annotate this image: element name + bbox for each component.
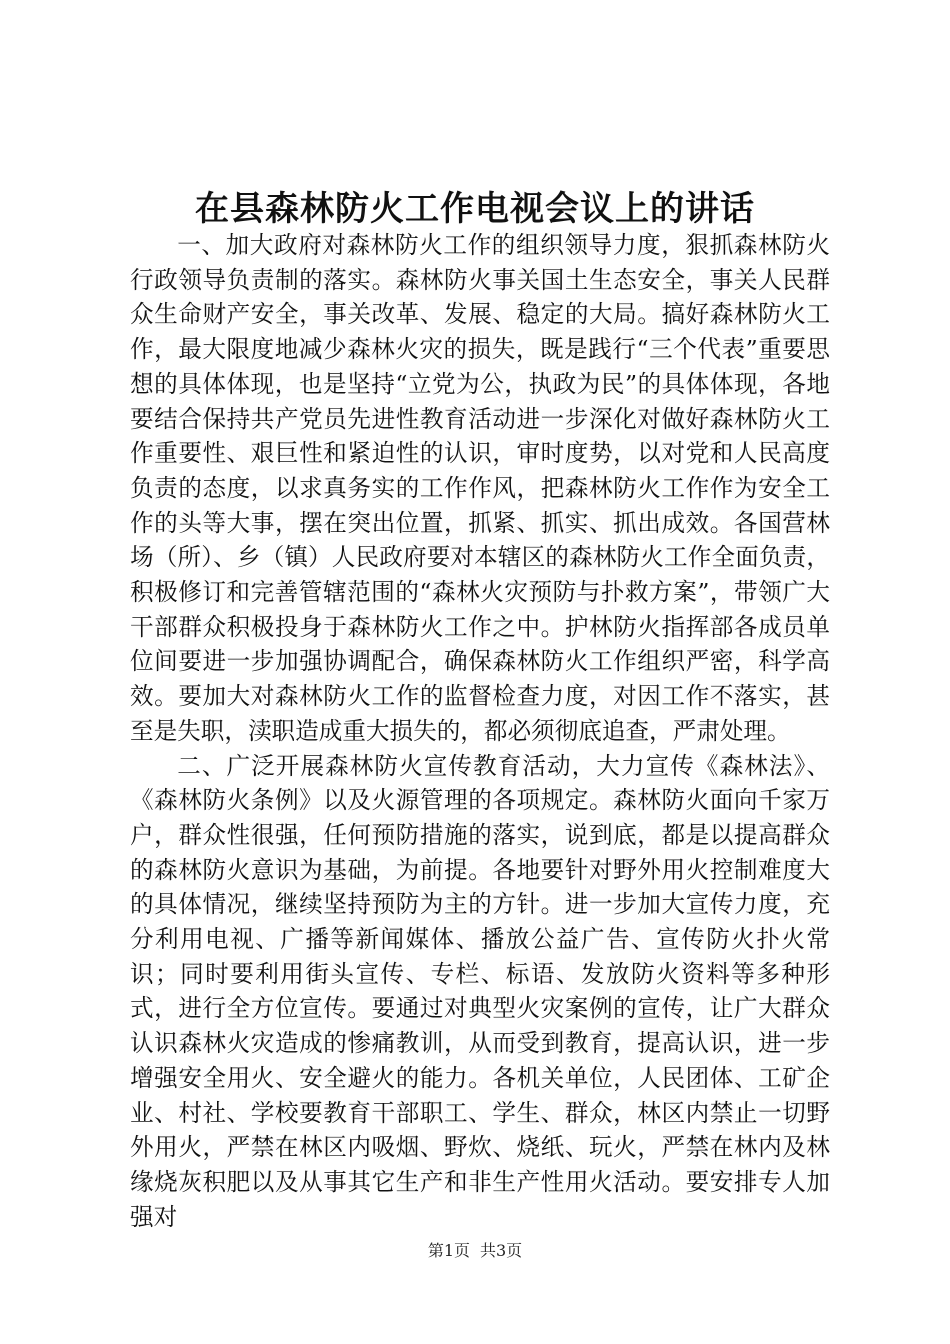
document-body bbox=[130, 228, 830, 1234]
document-title: 在县森林防火工作电视会议上的讲话 bbox=[195, 189, 755, 229]
page-footer bbox=[0, 1240, 950, 1262]
paragraph-1: 一、加大政府对森林防火工作的组织领导力度，狠抓森林防火行政领导负责制的落实。森林防火事关国土生态安全，事关人民群众生命财产安全，事关改革、发展、稳定的大局。搞好森林防火工作，最大限度地减少森林火灾的损失，既是践行“三个代表”重要思想的具体体现，也是坚持“立党为公，执政为民”的具体体现，各地要结合保持共产党员先进性教育活动进一步深化对做好森林防火工作重要性、艰巨性和紧迫性的认识，审时度势，以对党和人民高度负责的态度，以求真务实的工作作风，把森林防火工作作为安全工作的头等大事，摆在突出位置，抓紧、抓实、抓出成效。各国营林场（所）、乡（镇）人民政府要对本辖区的森林防火工作全面负责，积极修订和完善管辖范围的“森林火灾预防与扑救方案”，带领广大干部群众积极投身于森林防火工作之中。护林防火指挥部各成员单位间要进一步加强协调配合，确保森林防火工作组织严密，科学高效。要加大对森林防火工作的监督检查力度，对因工作不落实，甚至是失职，渎职造成重大损失的，都必须彻底追查，严肃处理。 bbox=[130, 231, 830, 745]
paragraph-2: 二、广泛开展森林防火宣传教育活动，大力宣传《森林法》、《森林防火条例》以及火源管理的各项规定。森林防火面向千家万户，群众性很强，任何预防措施的落实，说到底，都是以提高群众的森林防火意识为基础，为前提。各地要针对野外用火控制难度大的具体情况，继续坚持预防为主的方针。进一步加大宣传力度，充分利用电视、广播等新闻媒体、播放公益广告、宣传防火扑火常识；同时要利用街头宣传、专栏、标语、发放防火资料等多种形式，进行全方位宣传。要通过对典型火灾案例的宣传，让广大群众认识森林火灾造成的惨痛教训，从而受到教育，提高认识，进一步增强安全用火、安全避火的能力。各机关单位，人民团体、工矿企业、村社、学校要教育干部职工、学生、群众，林区内禁止一切野外用火，严禁在林区内吸烟、野炊、烧纸、玩火，严禁在林内及林缘烧灰积肥以及从事其它生产和非生产性用火活动。要安排专人加强对 bbox=[130, 751, 830, 1231]
page-number: 第1页 bbox=[427, 1241, 470, 1260]
page-total: 共3页 bbox=[480, 1241, 523, 1260]
